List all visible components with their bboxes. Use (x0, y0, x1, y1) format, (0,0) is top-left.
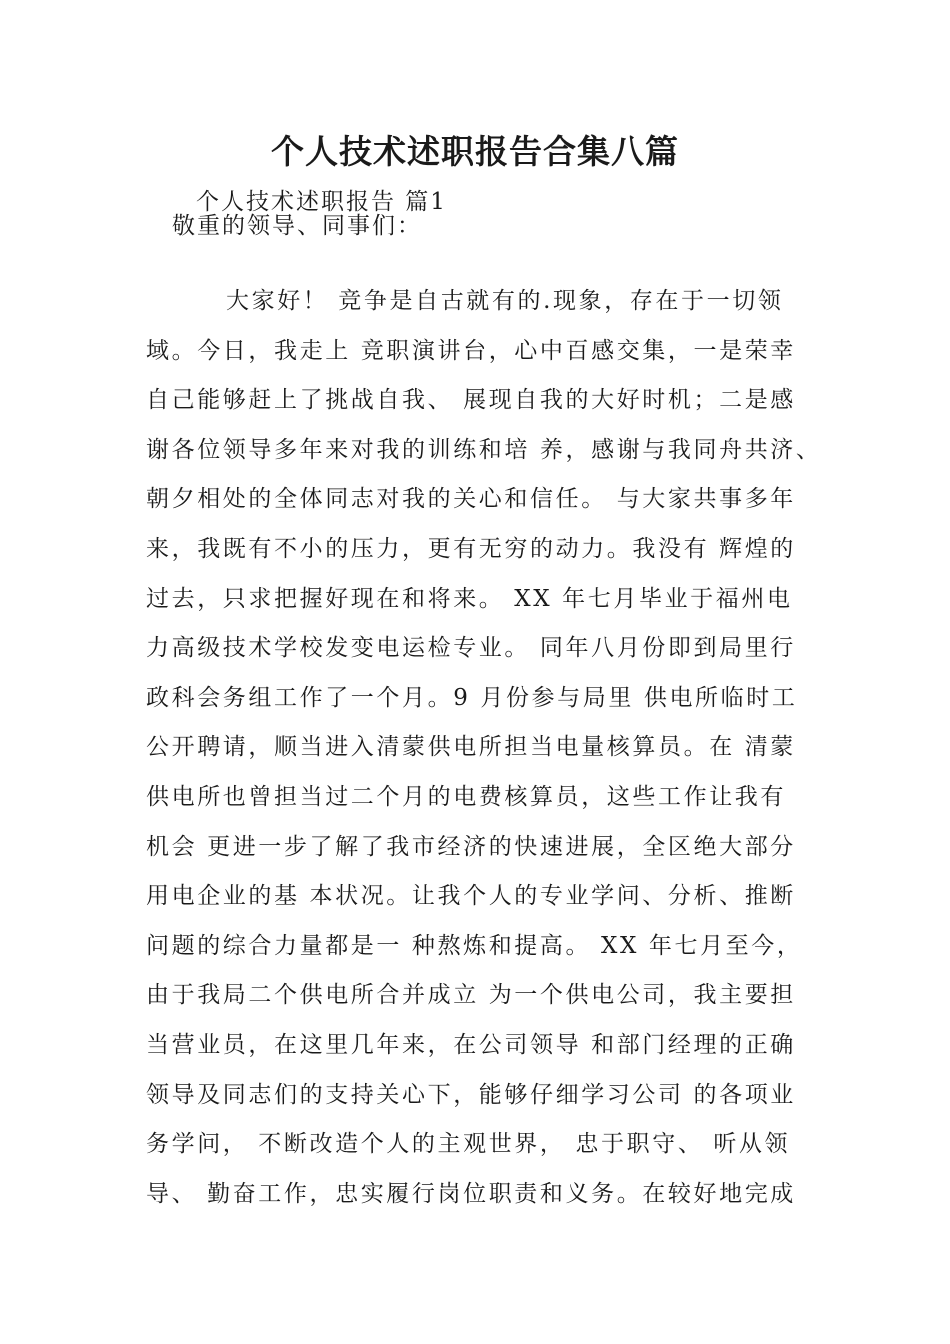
text-line: 政科会务组工作了一个月。9 月份参与局里 供电所临时工 (146, 684, 798, 711)
text-line: 当营业员，在这里几年来，在公司领导 和部门经理的正确 (146, 1031, 796, 1058)
text-line: 供电所也曾担当过二个月的电费核算员，这些工作让我有 (146, 783, 786, 810)
text-line: 来，我既有不小的压力，更有无穷的动力。我没有 辉煌的 (146, 535, 796, 562)
text-line: 谢各位领导多年来对我的训练和培 养，感谢与我同舟共济、 (146, 436, 822, 463)
text-line: 过去，只求把握好现在和将来。 XX 年七月毕业于福州电 (146, 585, 793, 612)
text-line: 由于我局二个供电所合并成立 为一个供电公司，我主要担 (146, 982, 796, 1009)
salutation: 敬重的领导、同事们： (172, 213, 422, 239)
text-line: 务学问， 不断改造个人的主观世界， 忠于职守、 听从领 (146, 1131, 791, 1158)
text-line: 问题的综合力量都是一 种熬炼和提高。 XX 年七月至今， (146, 932, 803, 959)
text-line: 域。今日，我走上 竞职演讲台，心中百感交集，一是荣幸 (146, 337, 796, 364)
document-title: 个人技术述职报告合集八篇 (271, 132, 679, 171)
text-line: 领导及同志们的支持关心下，能够仔细学习公司 的各项业 (146, 1081, 796, 1108)
text-line: 朝夕相处的全体同志对我的关心和信任。 与大家共事多年 (146, 486, 796, 513)
text-line: 公开聘请，顺当进入清蒙供电所担当电量核算员。在 清蒙 (146, 734, 796, 761)
body-text (146, 283, 826, 1225)
text-line: 自己能够赶上了挑战自我、 展现自我的大好时机；二是感 (146, 387, 796, 414)
text-line: 大家好！ 竞争是自古就有的.现象，存在于一切领 (226, 288, 784, 314)
section-subtitle: 个人技术述职报告 篇1 (196, 189, 447, 215)
text-line: 用电企业的基 本状况。让我个人的专业学问、分析、推断 (146, 883, 796, 910)
text-line: 力高级技术学校发变电运检专业。 同年八月份即到局里行 (146, 635, 796, 662)
text-line: 机会 更进一步了解了我市经济的快速进展，全区绝大部分 (146, 833, 796, 860)
text-line: 导、 勤奋工作，忠实履行岗位职责和义务。在较好地完成 (146, 1180, 796, 1207)
